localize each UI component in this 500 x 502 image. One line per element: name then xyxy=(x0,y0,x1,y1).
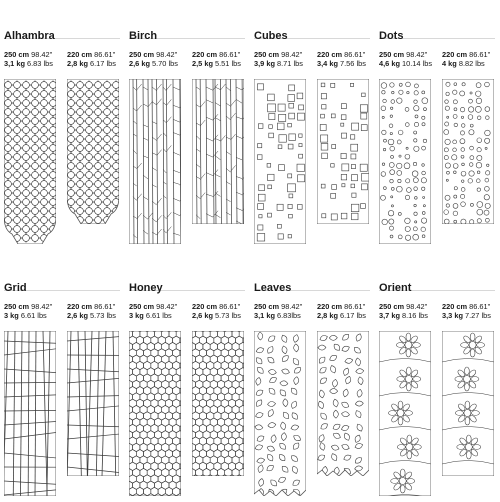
variant-spec xyxy=(379,302,428,320)
screen-panel-image xyxy=(317,79,369,224)
weight-kg: 2,6 kg xyxy=(129,59,150,68)
panel-pattern xyxy=(192,331,244,476)
length-cm: 220 cm xyxy=(442,50,468,59)
screen-panel-image xyxy=(129,331,181,496)
weight-kg: 3,4 kg xyxy=(317,59,338,68)
length-cm: 220 cm xyxy=(317,302,343,311)
weight-lbs: 5.73 lbs xyxy=(215,311,241,320)
panel-pattern xyxy=(254,79,306,244)
length-cm: 220 cm xyxy=(192,302,218,311)
weight-kg: 4,6 kg xyxy=(379,59,400,68)
screen-panel-image xyxy=(67,79,119,224)
weight-kg: 2,5 kg xyxy=(192,59,213,68)
weight-lbs: 6.17 lbs xyxy=(340,311,366,320)
screen-panel-image xyxy=(379,331,431,496)
variant-spec xyxy=(192,302,241,320)
length-in: 98.42" xyxy=(406,302,428,311)
weight-kg: 3 kg xyxy=(4,311,19,320)
length-in: 98.42" xyxy=(31,50,53,59)
length-cm: 220 cm xyxy=(317,50,343,59)
screen-panel-image xyxy=(317,331,369,476)
panel-pattern xyxy=(254,331,306,496)
product-cubes xyxy=(254,0,374,250)
screen-panel-image xyxy=(254,79,306,244)
screen-panel-image xyxy=(442,79,494,224)
weight-lbs: 8.82 lbs xyxy=(458,59,485,68)
weight-lbs: 6.83 lbs xyxy=(27,59,53,68)
length-cm: 250 cm xyxy=(254,302,280,311)
variant-spec xyxy=(254,50,303,68)
product-birch xyxy=(129,0,249,250)
panel-pattern xyxy=(442,79,494,224)
panel-pattern xyxy=(379,79,431,244)
weight-lbs: 7.56 lbs xyxy=(340,59,366,68)
weight-lbs: 10.14 lbs xyxy=(402,59,433,68)
length-cm: 250 cm xyxy=(379,302,405,311)
length-in: 98.42" xyxy=(406,50,428,59)
length-in: 86.61" xyxy=(219,302,241,311)
product-alhambra xyxy=(4,0,124,250)
length-in: 98.42" xyxy=(281,50,303,59)
screen-panel-image xyxy=(442,331,494,476)
weight-lbs: 8.71 lbs xyxy=(277,59,303,68)
variant-spec xyxy=(317,302,366,320)
product-name: Leaves xyxy=(254,282,292,294)
screen-panel-image xyxy=(254,331,306,496)
panel-pattern xyxy=(442,331,494,476)
product-name: Dots xyxy=(379,30,404,42)
variant-spec xyxy=(317,50,366,68)
screen-panel-image xyxy=(192,331,244,476)
product-name: Grid xyxy=(4,282,27,294)
screen-panel-image xyxy=(379,79,431,244)
product-name: Birch xyxy=(129,30,158,42)
weight-kg: 2,6 kg xyxy=(67,311,88,320)
length-cm: 220 cm xyxy=(67,302,93,311)
length-in: 86.61" xyxy=(94,302,116,311)
variant-spec xyxy=(67,302,116,320)
weight-kg: 3,1 kg xyxy=(254,311,275,320)
product-name: Orient xyxy=(379,282,412,294)
product-honey xyxy=(129,252,249,502)
length-in: 86.61" xyxy=(94,50,116,59)
screen-panel-image xyxy=(192,79,244,224)
panel-pattern xyxy=(67,79,119,224)
length-cm: 220 cm xyxy=(192,50,218,59)
weight-lbs: 6.61 lbs xyxy=(145,311,172,320)
variant-spec xyxy=(254,302,302,320)
variant-spec xyxy=(67,50,116,68)
panel-pattern xyxy=(4,331,56,496)
variant-spec xyxy=(442,302,491,320)
length-in: 86.61" xyxy=(469,302,491,311)
weight-kg: 3,3 kg xyxy=(442,311,463,320)
panel-pattern xyxy=(129,331,181,496)
weight-kg: 2,8 kg xyxy=(317,311,338,320)
length-cm: 250 cm xyxy=(254,50,280,59)
screen-panel-image xyxy=(4,79,56,244)
panel-pattern xyxy=(317,79,369,224)
weight-lbs: 6.83lbs xyxy=(277,311,301,320)
product-leaves xyxy=(254,252,374,502)
length-in: 98.42" xyxy=(31,302,53,311)
product-grid xyxy=(4,252,124,502)
weight-lbs: 8.16 lbs xyxy=(402,311,428,320)
panel-pattern xyxy=(317,331,369,476)
variant-spec xyxy=(192,50,241,68)
length-in: 98.42" xyxy=(156,50,178,59)
panel-pattern xyxy=(129,79,181,244)
variant-spec xyxy=(129,50,178,68)
product-dots xyxy=(379,0,499,250)
product-name: Honey xyxy=(129,282,163,294)
variant-spec xyxy=(4,50,53,68)
weight-kg: 3 kg xyxy=(129,311,144,320)
weight-kg: 2,8 kg xyxy=(67,59,88,68)
screen-panel-image xyxy=(129,79,181,244)
weight-kg: 3,9 kg xyxy=(254,59,275,68)
weight-kg: 3,7 kg xyxy=(379,311,400,320)
length-in: 98.42" xyxy=(281,302,303,311)
variant-spec xyxy=(129,302,177,320)
variant-spec xyxy=(379,50,432,68)
panel-pattern xyxy=(67,331,119,476)
weight-kg: 2,6 kg xyxy=(192,311,213,320)
weight-lbs: 5.73 lbs xyxy=(90,311,116,320)
weight-lbs: 7.27 lbs xyxy=(465,311,491,320)
length-cm: 250 cm xyxy=(379,50,405,59)
screen-panel-image xyxy=(4,331,56,496)
product-name: Cubes xyxy=(254,30,288,42)
panel-pattern xyxy=(379,331,431,496)
variant-spec xyxy=(4,302,52,320)
weight-lbs: 5.51 lbs xyxy=(215,59,241,68)
variant-spec xyxy=(442,50,490,68)
length-cm: 250 cm xyxy=(129,50,155,59)
length-in: 98.42" xyxy=(156,302,178,311)
length-in: 86.61" xyxy=(469,50,491,59)
length-cm: 250 cm xyxy=(4,302,30,311)
length-cm: 220 cm xyxy=(442,302,468,311)
panel-pattern xyxy=(4,79,56,244)
length-cm: 250 cm xyxy=(129,302,155,311)
panel-pattern xyxy=(192,79,244,224)
product-orient xyxy=(379,252,499,502)
length-in: 86.61" xyxy=(344,50,366,59)
weight-kg: 4 kg xyxy=(442,59,457,68)
length-in: 86.61" xyxy=(219,50,241,59)
weight-kg: 3,1 kg xyxy=(4,59,25,68)
weight-lbs: 6.61 lbs xyxy=(20,311,47,320)
length-cm: 220 cm xyxy=(67,50,93,59)
length-in: 86.61" xyxy=(344,302,366,311)
length-cm: 250 cm xyxy=(4,50,30,59)
weight-lbs: 5.70 lbs xyxy=(152,59,178,68)
screen-panel-image xyxy=(67,331,119,476)
product-name: Alhambra xyxy=(4,30,55,42)
weight-lbs: 6.17 lbs xyxy=(90,59,116,68)
